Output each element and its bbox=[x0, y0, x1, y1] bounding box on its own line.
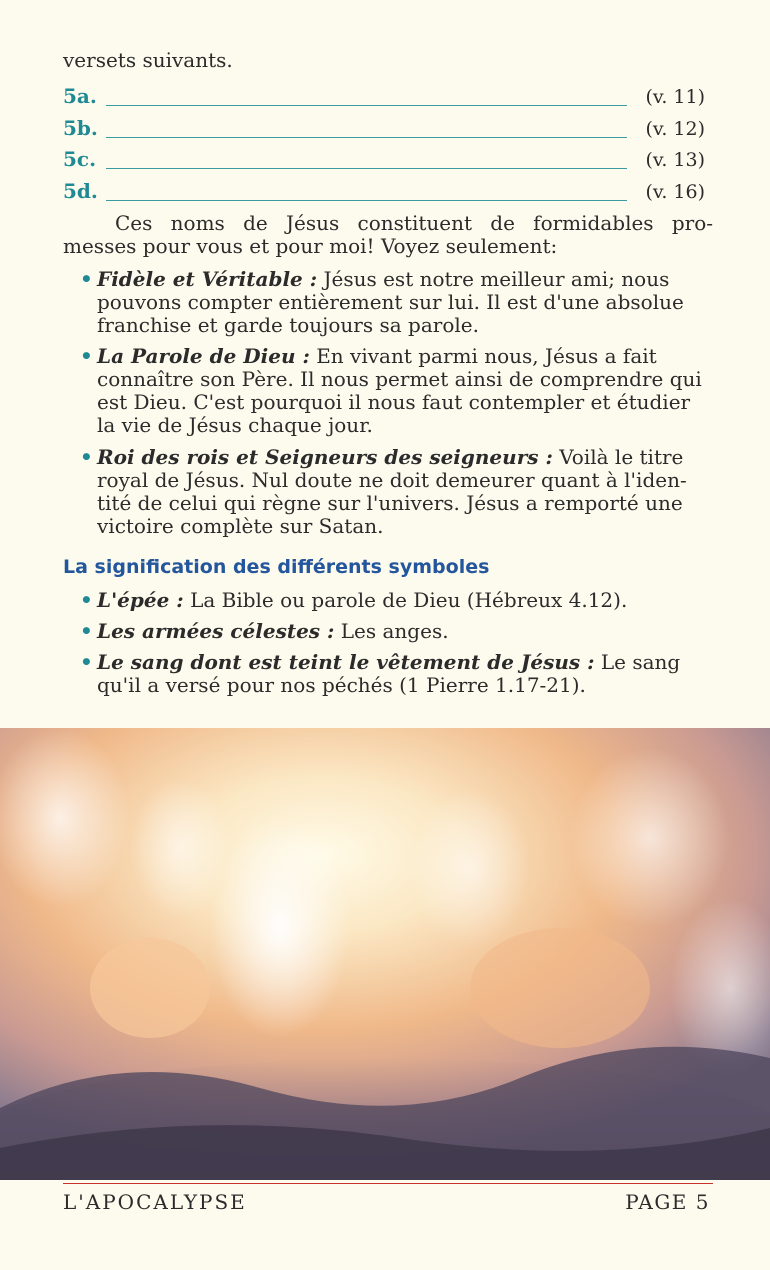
item-text: Voilà le titre royal de Jésus. Nul doute ne doit demeurer quant à l'iden-tité de celui qui règne sur l'univers. Jésus a remporté une victoire complète sur Satan. bbox=[97, 445, 687, 538]
item-text: Le sang qu'il a versé pour nos péchés (1 Pierre 1.17-21). bbox=[97, 650, 681, 697]
answer-number: 5b. bbox=[63, 116, 98, 140]
answer-blank-line bbox=[106, 105, 627, 106]
bullet-icon: • bbox=[80, 344, 93, 368]
intro-paragraph bbox=[63, 212, 713, 258]
list-item bbox=[80, 268, 713, 337]
answer-row-5c bbox=[63, 147, 713, 175]
item-title: Les armées célestes : bbox=[97, 619, 335, 643]
bullet-icon: • bbox=[80, 445, 93, 469]
item-title: Roi des rois et Seigneurs des seigneurs : bbox=[97, 445, 553, 469]
footer-divider bbox=[63, 1183, 713, 1184]
footer-book-title: L'APOCALYPSE bbox=[63, 1190, 247, 1214]
item-title: La Parole de Dieu : bbox=[97, 344, 310, 368]
item-title: Le sang dont est teint le vêtement de Jésus : bbox=[97, 650, 595, 674]
list-item bbox=[80, 345, 713, 437]
item-text: En vivant parmi nous, Jésus a fait connaître son Père. Il nous permet ainsi de comprendre qui est Dieu. C'est pourquoi il nous faut contempler et étudier la vie de Jésus chaque jour. bbox=[97, 344, 702, 437]
intro-line: messes pour vous et pour moi! Voyez seulement: bbox=[63, 234, 558, 258]
bullet-icon: • bbox=[80, 267, 93, 291]
answer-row-5a bbox=[63, 84, 713, 112]
verse-reference: (v. 13) bbox=[645, 149, 705, 171]
item-text: La Bible ou parole de Dieu (Hébreux 4.12). bbox=[190, 588, 628, 612]
item-title: Fidèle et Véritable : bbox=[97, 267, 318, 291]
answer-blank-line bbox=[106, 200, 627, 201]
verse-reference: (v. 16) bbox=[645, 181, 705, 203]
answer-blank-line bbox=[106, 137, 627, 138]
intro-line: Ces noms de Jésus constituent de formidables pro- bbox=[115, 211, 713, 235]
verse-reference: (v. 12) bbox=[645, 118, 705, 140]
footer-page-number: PAGE 5 bbox=[625, 1190, 710, 1214]
answer-number: 5a. bbox=[63, 84, 97, 108]
item-text: Jésus est notre meilleur ami; nous pouvons compter entièrement sur lui. Il est d'une absolue franchise et garde toujours sa parole. bbox=[97, 267, 684, 337]
answer-number: 5d. bbox=[63, 179, 98, 203]
list-item bbox=[80, 446, 713, 538]
item-title: L'épée : bbox=[97, 588, 184, 612]
item-text: Les anges. bbox=[340, 619, 449, 643]
list-item bbox=[80, 620, 713, 643]
bullet-icon: • bbox=[80, 619, 93, 643]
list-item bbox=[80, 589, 713, 612]
answer-blank-line bbox=[106, 168, 627, 169]
answer-row-5d bbox=[63, 179, 713, 207]
section-heading: La signification des différents symboles bbox=[63, 556, 490, 578]
answer-row-5b bbox=[63, 116, 713, 144]
verse-reference: (v. 11) bbox=[645, 86, 705, 108]
continued-text: versets suivants. bbox=[63, 48, 233, 72]
bullet-icon: • bbox=[80, 588, 93, 612]
list-item bbox=[80, 651, 713, 697]
bullet-icon: • bbox=[80, 650, 93, 674]
heavenly-army-illustration bbox=[0, 728, 770, 1180]
answer-number: 5c. bbox=[63, 147, 97, 171]
painting-art bbox=[0, 728, 770, 1180]
